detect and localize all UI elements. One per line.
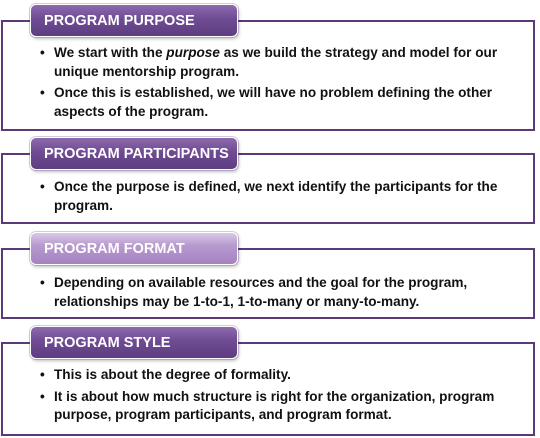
format-bullet-list bbox=[40, 274, 510, 314]
purpose-bullet-1 bbox=[40, 44, 510, 81]
participants-bullet-1 bbox=[40, 178, 510, 215]
purpose-bullet-list bbox=[40, 44, 510, 124]
bullet-emphasis: purpose bbox=[166, 45, 220, 60]
bullet-icon: • bbox=[40, 179, 45, 194]
format-bullet-1 bbox=[40, 274, 510, 311]
bullet-text: as we build the strategy and model for our unique mentorship program. bbox=[54, 45, 498, 79]
bullet-text: We start with the bbox=[54, 45, 167, 60]
participants-header: PROGRAM PARTICIPANTS bbox=[30, 137, 238, 170]
bullet-icon: • bbox=[40, 45, 45, 60]
bullet-icon: • bbox=[40, 388, 45, 404]
style-bullet-2 bbox=[40, 388, 510, 425]
bullet-icon: • bbox=[40, 275, 45, 290]
style-bullet-list bbox=[40, 366, 510, 428]
bullet-text: Depending on available resources and the goal for the program, relationships may be 1-to-1, 1-to-many or many-to-many. bbox=[54, 275, 468, 309]
bullet-icon: • bbox=[40, 85, 45, 100]
purpose-header: PROGRAM PURPOSE bbox=[30, 4, 238, 37]
format-header: PROGRAM FORMAT bbox=[30, 232, 238, 265]
bullet-text: This is about the degree of formality. bbox=[54, 367, 291, 382]
bullet-icon: • bbox=[40, 367, 45, 382]
purpose-bullet-2 bbox=[40, 84, 510, 121]
style-bullet-1 bbox=[40, 366, 510, 385]
bullet-text: Once this is established, we will have no problem defining the other aspects of the program. bbox=[54, 85, 493, 119]
bullet-text: It is about how much structure is right for the organization, program purpose, program participants, and program format. bbox=[54, 388, 495, 422]
bullet-text: Once the purpose is defined, we next identify the participants for the program. bbox=[54, 179, 498, 213]
style-header: PROGRAM STYLE bbox=[30, 326, 238, 359]
participants-bullet-list bbox=[40, 178, 510, 218]
